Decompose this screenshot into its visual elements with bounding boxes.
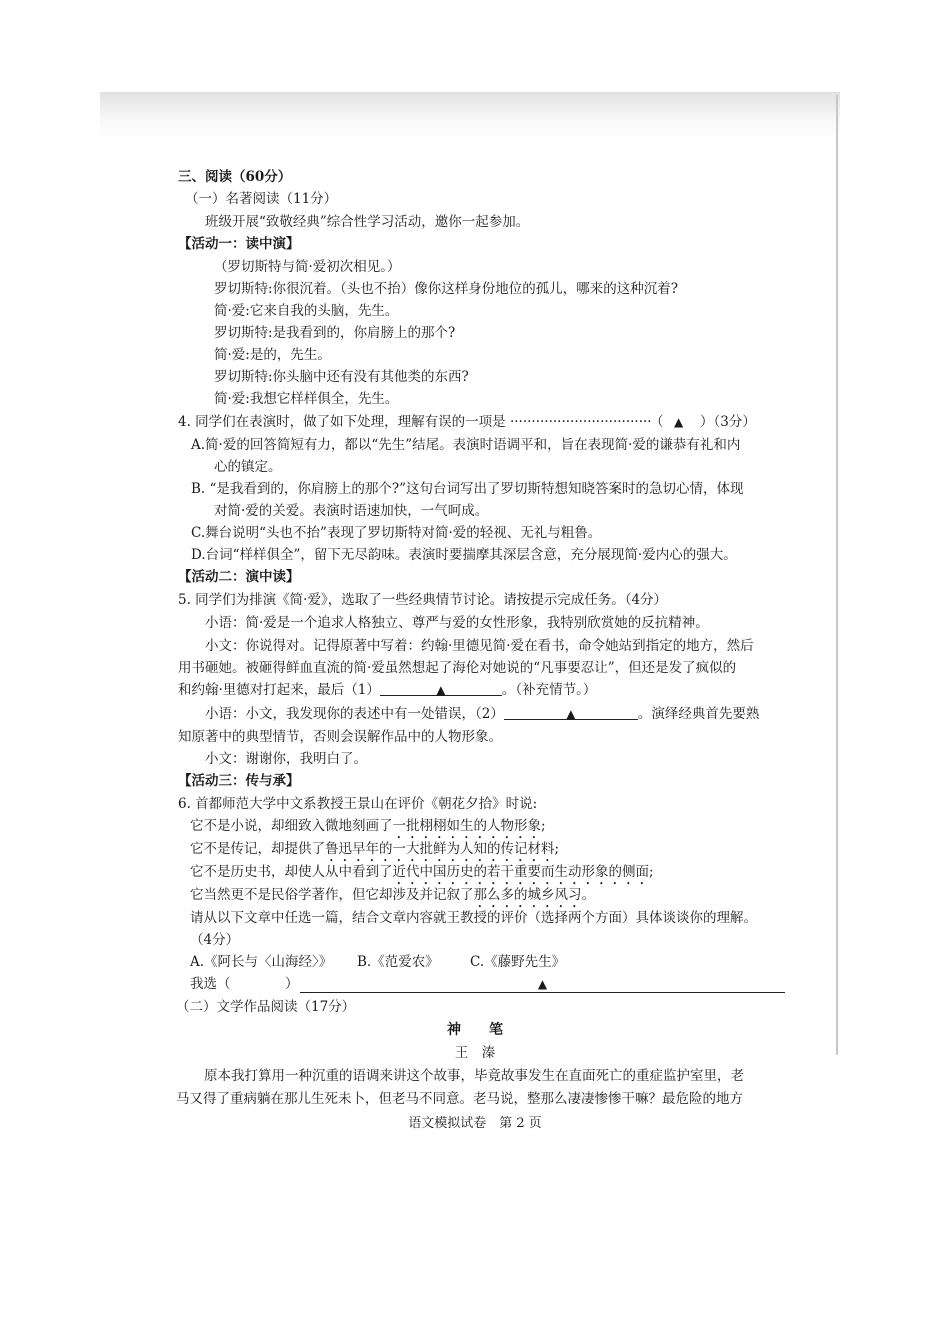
q4-option-b-cont: 对简·爱的关爱。表演时语速加快，一气呵成。	[214, 503, 489, 519]
page-footer: 语文模拟试卷 第 2 页	[408, 1116, 542, 1131]
dialogue-xiaowen-blank-line: 和约翰·里德对打起来，最后（1） ▲ 。（补充情节。）	[178, 682, 597, 698]
answer-blank-2[interactable]: ▲	[504, 705, 638, 720]
dialogue-xiaowen-thanks: 小文：谢谢你，我明白了。	[205, 751, 367, 767]
q4-option-d: D.台词“样样俱全”，留下无尽韵味。表演时要揣摩其深层含意，充分展现简·爱内心的强大。	[191, 547, 737, 563]
dialogue-line: 罗切斯特:你很沉着。（头也不抬）像你这样身份地位的孤儿，哪来的这种沉着?	[214, 281, 679, 297]
question-4-bracket-left: （	[650, 414, 664, 430]
question-5-stem: 5. 同学们为排演《简·爱》，选取了一些经典情节讨论。请按提示完成任务。（4分）	[178, 592, 668, 608]
section-intro: 班级开展“致敬经典”综合性学习活动，邀你一起参加。	[205, 214, 530, 230]
quote-line: 它不是小说，却细致入微地刻画了一批栩栩如生的人物形象;	[190, 818, 546, 834]
quote-line: 它不是传记，却提供了鲁迅早年的一大批鲜为人知的传记材料;	[190, 841, 560, 857]
section-title: 三、阅读（60分）	[178, 169, 292, 185]
dialogue-line: 罗切斯特:你头脑中还有没有其他类的东西?	[214, 369, 469, 385]
stage-direction: （罗切斯特与简·爱初次相见。）	[214, 259, 401, 275]
question-6-stem: 6. 首都师范大学中文系教授王景山在评价《朝花夕拾》时说:	[178, 796, 538, 812]
activity2-title: 【活动二：演中读】	[178, 569, 300, 585]
answer-mark-triangle: ▲	[674, 415, 684, 429]
q6-option-c: C.《藤野先生》	[470, 954, 566, 970]
answer-line[interactable]: ▲	[300, 975, 785, 993]
article-author: 王 溱	[454, 1045, 496, 1061]
answer-blank-1[interactable]: ▲	[380, 681, 502, 696]
article-paragraph: 原本我打算用一种沉重的语调来讲这个故事，毕竟故事发生在直面死亡的重症监护室里，老	[204, 1068, 744, 1084]
part2-title: （二）文学作品阅读（17分）	[176, 999, 356, 1015]
q4-option-a: A.简·爱的回答简短有力，都以“先生”结尾。表演时语调平和，旨在表现简·爱的谦恭有礼和内	[191, 437, 741, 453]
q4-option-a-cont: 心的镇定。	[214, 459, 282, 475]
dialogue-line: 罗切斯特:是我看到的，你肩膀上的那个?	[214, 325, 456, 341]
q4-option-c: C.舞台说明“头也不抬”表现了罗切斯特对简·爱的轻视、无礼与粗鲁。	[191, 525, 602, 541]
dialogue-xiaoyu-blank-line: 小语：小文，我发现你的表述中有一处错误，（2） ▲ 。演绎经典首先要熟	[205, 706, 760, 722]
article-paragraph-cont: 马又得了重病躺在那儿生死未卜，但老马不同意。老马说，整那么凄凄惨惨干嘛？最危险的地方	[176, 1091, 743, 1107]
q6-option-b: B.《范爱农》	[357, 954, 439, 970]
activity1-title: 【活动一：读中演】	[178, 236, 300, 252]
dialogue-xiaowen-cont: 用书砸她。被砸得鲜血直流的简·爱虽然想起了海伦对她说的“凡事要忍让”，但还是发了疯似的	[178, 660, 737, 676]
choice-bracket-right: ）	[285, 976, 299, 992]
question-6-task: 请从以下文章中任选一篇，结合文章内容就王教授的评价（选择两个方面）具体谈谈你的理解。	[190, 910, 757, 926]
q4-option-b: B. “是我看到的，你肩膀上的那个?”这句台词写出了罗切斯特想知晓答案时的急切心情，体现	[191, 481, 744, 497]
quote-line: 它不是历史书，却使人从中看到了近代中国历史的若干重要而生动形象的侧面;	[190, 864, 654, 880]
q6-option-a: A.《阿长与〈山海经〉》	[190, 954, 333, 970]
dialogue-xiaoyu: 小语：简·爱是一个追求人格独立、尊严与爱的女性形象，我特别欣赏她的反抗精神。	[205, 615, 709, 631]
dialogue-xiaoyu-cont: 知原著中的典型情节，否则会误解作品中的人物形象。	[178, 729, 502, 745]
dialogue-xiaowen: 小文：你说得对。记得原著中写着：约翰·里德见简·爱在看书，命令她站到指定的地方，然后	[205, 638, 754, 654]
activity3-title: 【活动三：传与承】	[178, 773, 300, 789]
choice-label: 我选（	[190, 976, 231, 992]
question-4-score: ）（3分）	[700, 414, 756, 430]
dialogue-line: 简·爱:是的，先生。	[214, 347, 331, 363]
part1-title: （一）名著阅读（11分）	[185, 191, 338, 207]
article-title: 神 笔	[447, 1022, 503, 1038]
dialogue-line: 简·爱:我想它样样俱全，先生。	[214, 391, 399, 407]
question-4-stem: 4. 同学们在表演时，做了如下处理，理解有误的一项是 ·································	[178, 414, 652, 430]
quote-line: 它当然更不是民俗学著作，但它却涉及并记叙了那么多的城乡风习。	[190, 887, 595, 903]
dialogue-line: 简·爱:它来自我的头脑，先生。	[214, 303, 399, 319]
question-6-score: （4分）	[190, 932, 240, 948]
